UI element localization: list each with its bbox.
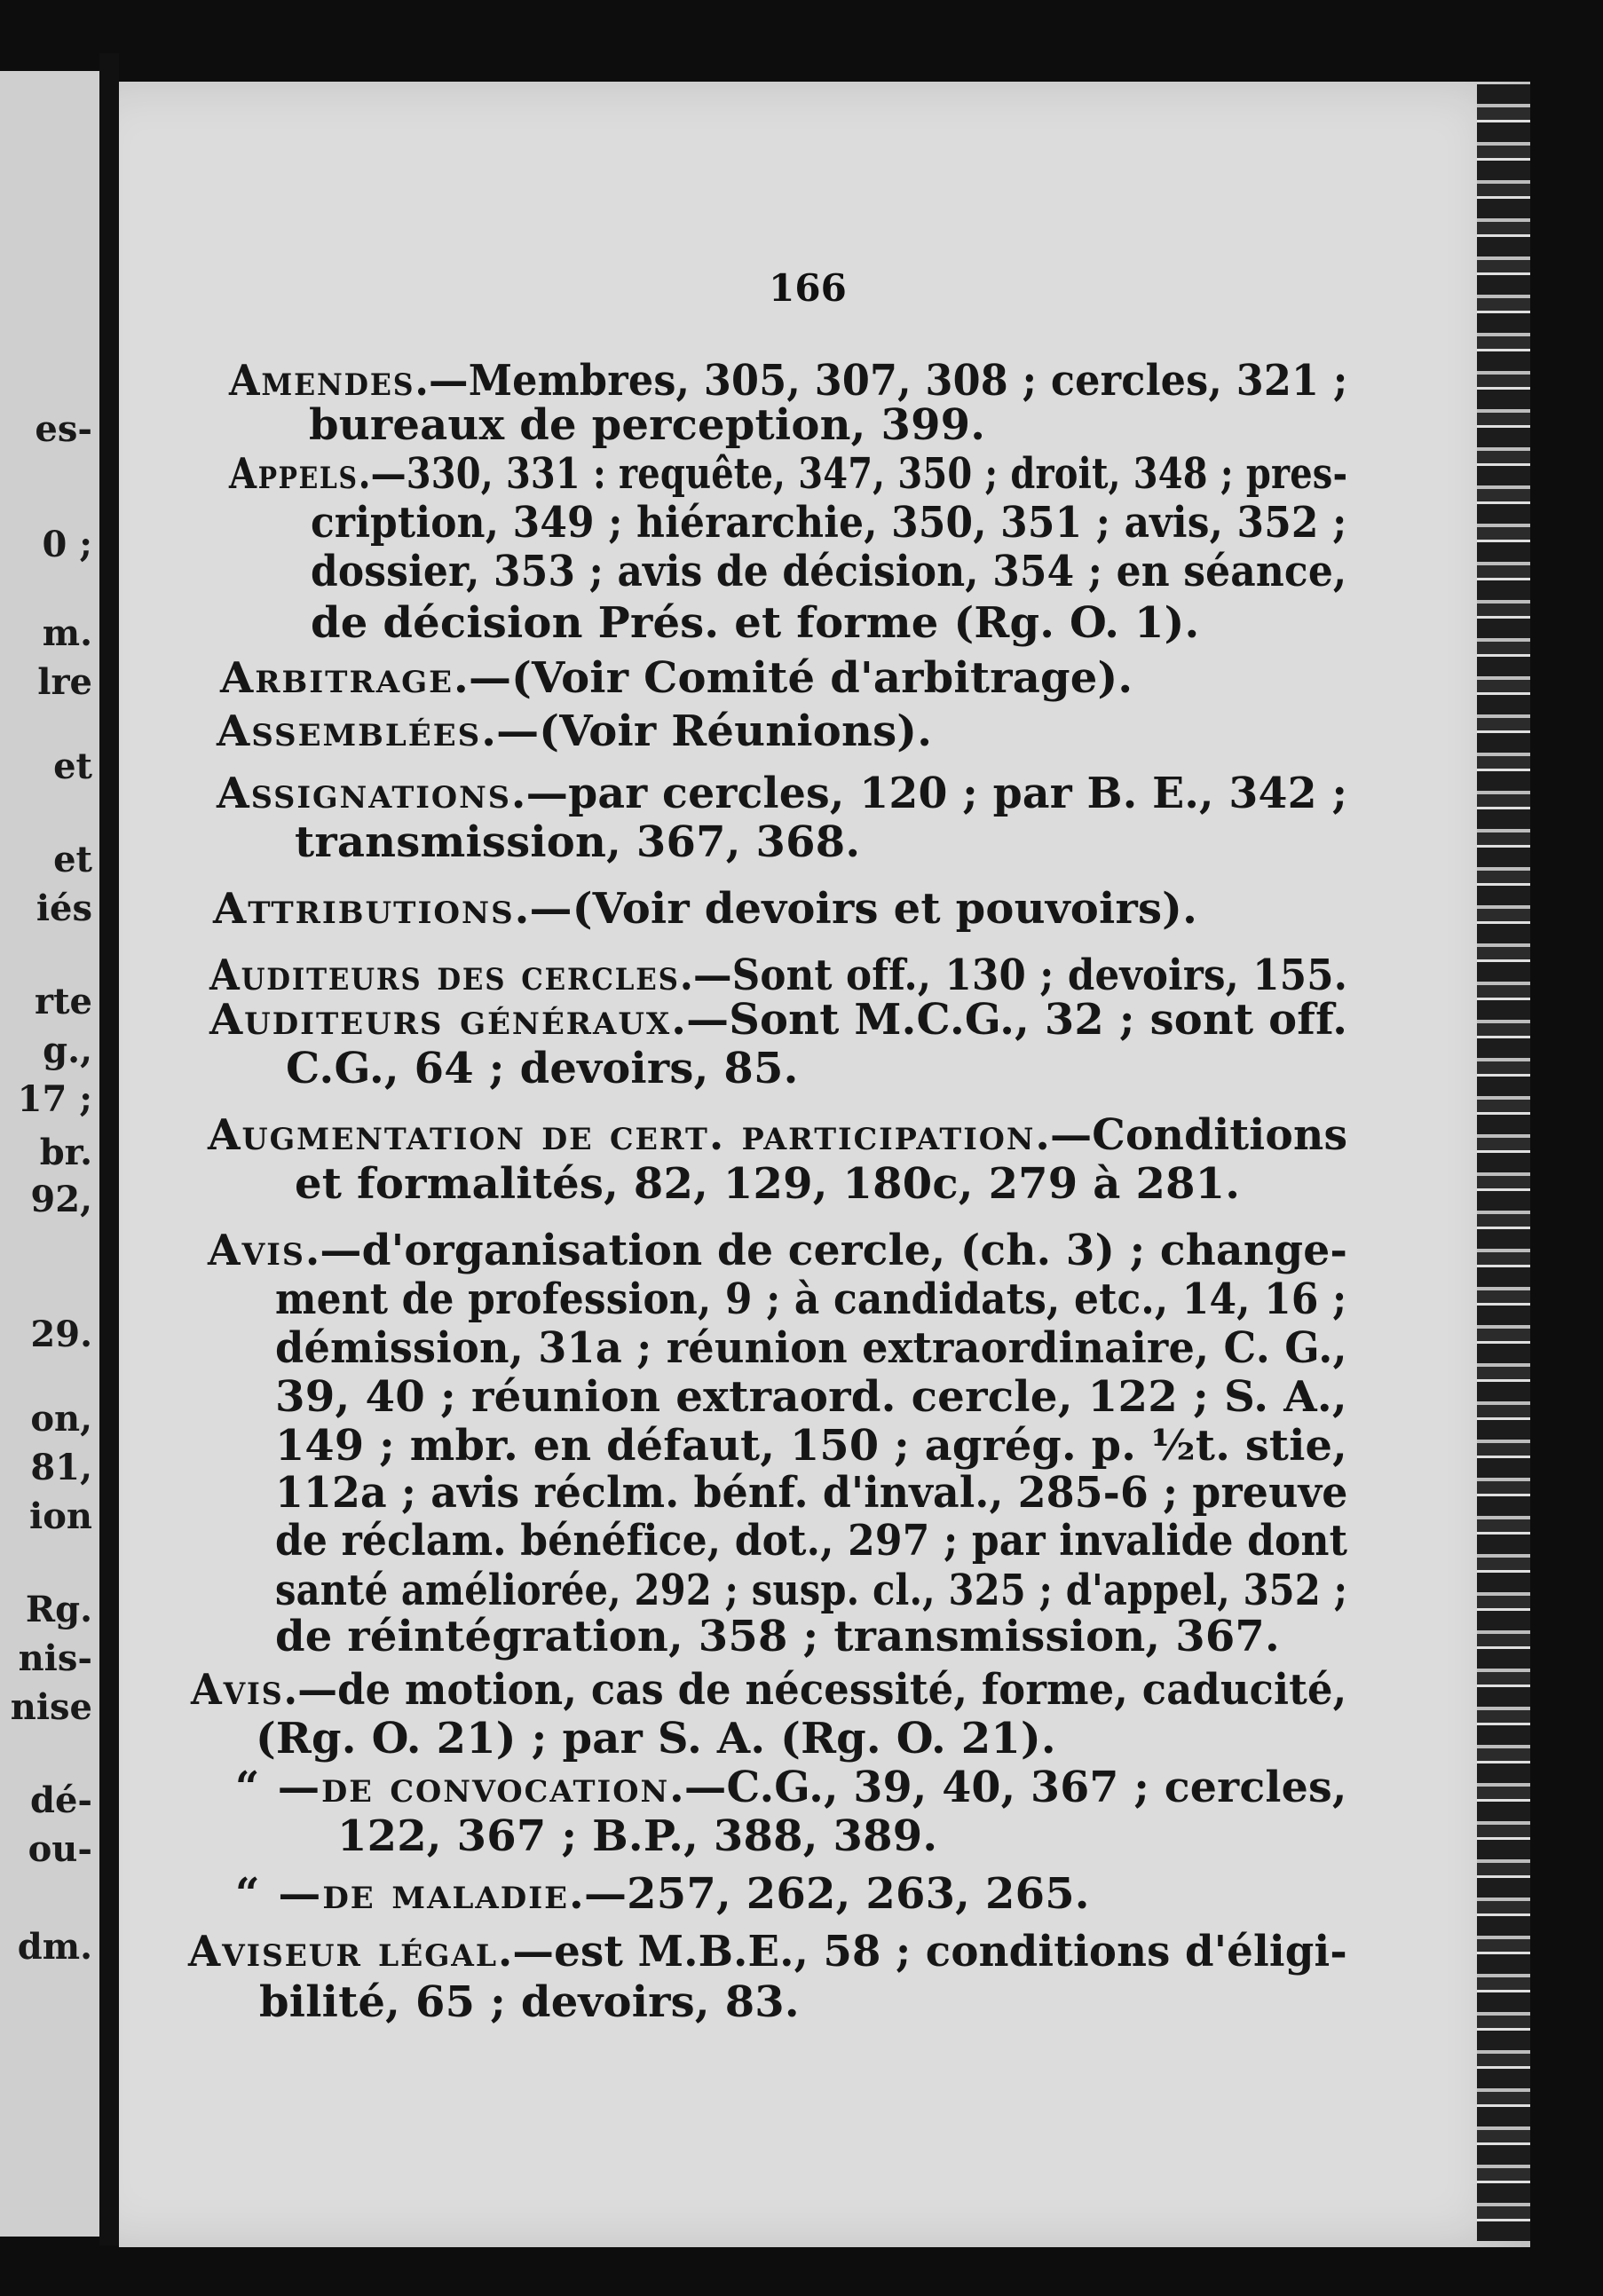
index-headword: Avis (208, 1226, 305, 1275)
index-entry-continuation-line (275, 1516, 1348, 1566)
index-entry-continuation-line (295, 1159, 1241, 1209)
index-entry-first-line (209, 995, 1348, 1045)
index-entry-text: de réclam. bénéfice, dot., 297 ; par invalide dont (275, 1516, 1348, 1566)
index-headword: Assemblées (217, 706, 482, 756)
index-headword: Augmentation de cert. participation (208, 1110, 1036, 1160)
index-entry-first-line (213, 884, 1197, 934)
index-entry-first-line (208, 1226, 1348, 1275)
index-entry-first-line (188, 1927, 1347, 1976)
index-entry-first-line (229, 449, 1348, 499)
index-entry-continuation-line (309, 400, 986, 450)
index-entry-first-line (220, 653, 1133, 703)
index-headword: “ —de maladie (235, 1869, 570, 1919)
index-entry-continuation-line (275, 1372, 1347, 1422)
index-headword: Appels (229, 449, 359, 499)
index-entry-first-line (229, 356, 1348, 406)
left-fragment-text: ou- (28, 1828, 92, 1870)
index-entry-continuation-line (275, 1612, 1280, 1661)
index-entry-continuation-line (275, 1566, 1348, 1615)
left-fragment-text: es- (35, 408, 92, 450)
left-fragment-text: rte (35, 981, 92, 1022)
left-fragment-text: et (53, 746, 92, 787)
index-entry-text: de décision Prés. et forme (Rg. O. 1). (311, 598, 1200, 648)
index-entry-text: .—Sont off., 130 ; devoirs, 155. (679, 951, 1348, 1000)
index-entry-text: cription, 349 ; hiérarchie, 350, 351 ; avis, 352 ; (311, 498, 1347, 548)
left-fragment-text: g., (43, 1030, 92, 1071)
index-entry-text: ment de profession, 9 ; à candidats, etc., 14, 16 ; (275, 1274, 1347, 1324)
index-entry-continuation-line (295, 817, 861, 867)
left-fragment-text: 17 ; (17, 1078, 92, 1120)
index-headword: Amendes (229, 356, 415, 406)
index-entry-text: santé améliorée, 292 ; susp. cl., 325 ; d'appel, 352 ; (275, 1566, 1348, 1615)
left-fragment-text: iés (36, 888, 92, 929)
index-entry-text: .—Membres, 305, 307, 308 ; cercles, 321 ; (415, 356, 1348, 406)
left-fragment-text: lre (37, 661, 92, 703)
left-fragment-text: on, (30, 1398, 92, 1440)
left-fragment-text: et (53, 839, 92, 880)
index-entry-text: .—Conditions (1035, 1110, 1348, 1160)
left-fragment-text: m. (42, 612, 92, 654)
left-fragment-text: nise (10, 1686, 92, 1728)
index-entry-text: .—d'organisation de cercle, (ch. 3) ; change- (304, 1226, 1348, 1275)
index-entry-first-line (191, 1665, 1347, 1715)
index-entry-first-line (235, 1869, 1090, 1919)
index-headword: Arbitrage (220, 653, 454, 703)
index-entry-text: et formalités, 82, 129, 180c, 279 à 281. (295, 1159, 1241, 1209)
left-fragment-text: 92, (30, 1179, 92, 1220)
index-entry-text: 122, 367 ; B.P., 388, 389. (337, 1811, 938, 1861)
index-entry-text: bureaux de perception, 399. (309, 400, 986, 450)
index-entry-first-line (217, 769, 1348, 818)
left-fragment-text: Rg. (25, 1589, 92, 1630)
index-headword: Assignations (217, 769, 511, 818)
index-entry-first-line (235, 1763, 1347, 1812)
left-fragment-text: br. (39, 1132, 92, 1173)
index-headword: “ —de convocation (235, 1763, 670, 1812)
index-entry-text: .—257, 262, 263, 265. (569, 1869, 1090, 1919)
index-entry-first-line (217, 706, 933, 756)
index-entry-continuation-line (256, 1714, 1056, 1763)
index-headword: Aviseur légal (188, 1927, 498, 1976)
index-entry-text: .—(Voir Comité d'arbitrage). (454, 653, 1133, 703)
index-entry-continuation-line (275, 1421, 1347, 1471)
index-entry-text: .—(Voir Réunions). (481, 706, 933, 756)
index-entry-text: bilité, 65 ; devoirs, 83. (259, 1977, 800, 2027)
index-entry-text: 39, 40 ; réunion extraord. cercle, 122 ; S. A., (275, 1372, 1347, 1422)
index-entry-text: 112a ; avis réclm. bénf. d'inval., 285-6 ; preuve (275, 1468, 1348, 1518)
index-entry-text: (Rg. O. 21) ; par S. A. (Rg. O. 21). (256, 1714, 1056, 1763)
index-entry-text: .—est M.B.E., 58 ; conditions d'éligi- (497, 1927, 1347, 1976)
index-entry-continuation-line (311, 547, 1347, 596)
index-entry-text: .—330, 331 : requête, 347, 350 ; droit, 348 ; pres- (358, 449, 1348, 499)
index-entry-continuation-line (275, 1323, 1347, 1373)
index-entry-text: .—(Voir devoirs et pouvoirs). (514, 884, 1197, 934)
index-entry-text: C.G., 64 ; devoirs, 85. (286, 1044, 799, 1093)
left-fragment-text: dé- (29, 1779, 92, 1821)
index-entry-text: de réintégration, 358 ; transmission, 367. (275, 1612, 1280, 1661)
index-headword: Auditeurs généraux (209, 995, 672, 1045)
index-headword: Avis (191, 1665, 284, 1715)
index-entry-first-line (209, 951, 1348, 1000)
index-entry-continuation-line (337, 1811, 938, 1861)
left-fragment-text: 81, (30, 1447, 92, 1488)
index-entry-text: .—par cercles, 120 ; par B. E., 342 ; (510, 769, 1348, 818)
index-entry-continuation-line (286, 1044, 799, 1093)
index-entry-text: .—C.G., 39, 40, 367 ; cercles, (669, 1763, 1347, 1812)
index-headword: Auditeurs des cercles (209, 951, 680, 1000)
left-fragment-text: dm. (17, 1926, 92, 1968)
left-fragment-text: 0 ; (42, 524, 92, 565)
index-entry-text: démission, 31a ; réunion extraordinaire, C. G., (275, 1323, 1347, 1373)
index-entry-text: transmission, 367, 368. (295, 817, 861, 867)
index-entry-text: .—Sont M.C.G., 32 ; sont off. (671, 995, 1348, 1045)
page-number: 166 (769, 266, 847, 310)
index-entry-continuation-line (311, 598, 1200, 648)
index-entry-continuation-line (311, 498, 1347, 548)
index-entry-continuation-line (275, 1274, 1347, 1324)
index-entry-text: dossier, 353 ; avis de décision, 354 ; en séance, (311, 547, 1347, 596)
index-headword: Attributions (213, 884, 515, 934)
index-entry-continuation-line (259, 1977, 800, 2027)
index-entry-first-line (208, 1110, 1348, 1160)
index-entry-text: 149 ; mbr. en défaut, 150 ; agrég. p. ½t. stie, (275, 1421, 1347, 1471)
left-fragment-text: 29. (30, 1314, 92, 1355)
left-fragment-text: ion (29, 1495, 92, 1537)
left-fragment-text: nis- (18, 1637, 92, 1679)
index-entry-continuation-line (275, 1468, 1348, 1518)
index-entry-text: .—de motion, cas de nécessité, forme, caducité, (283, 1665, 1347, 1715)
